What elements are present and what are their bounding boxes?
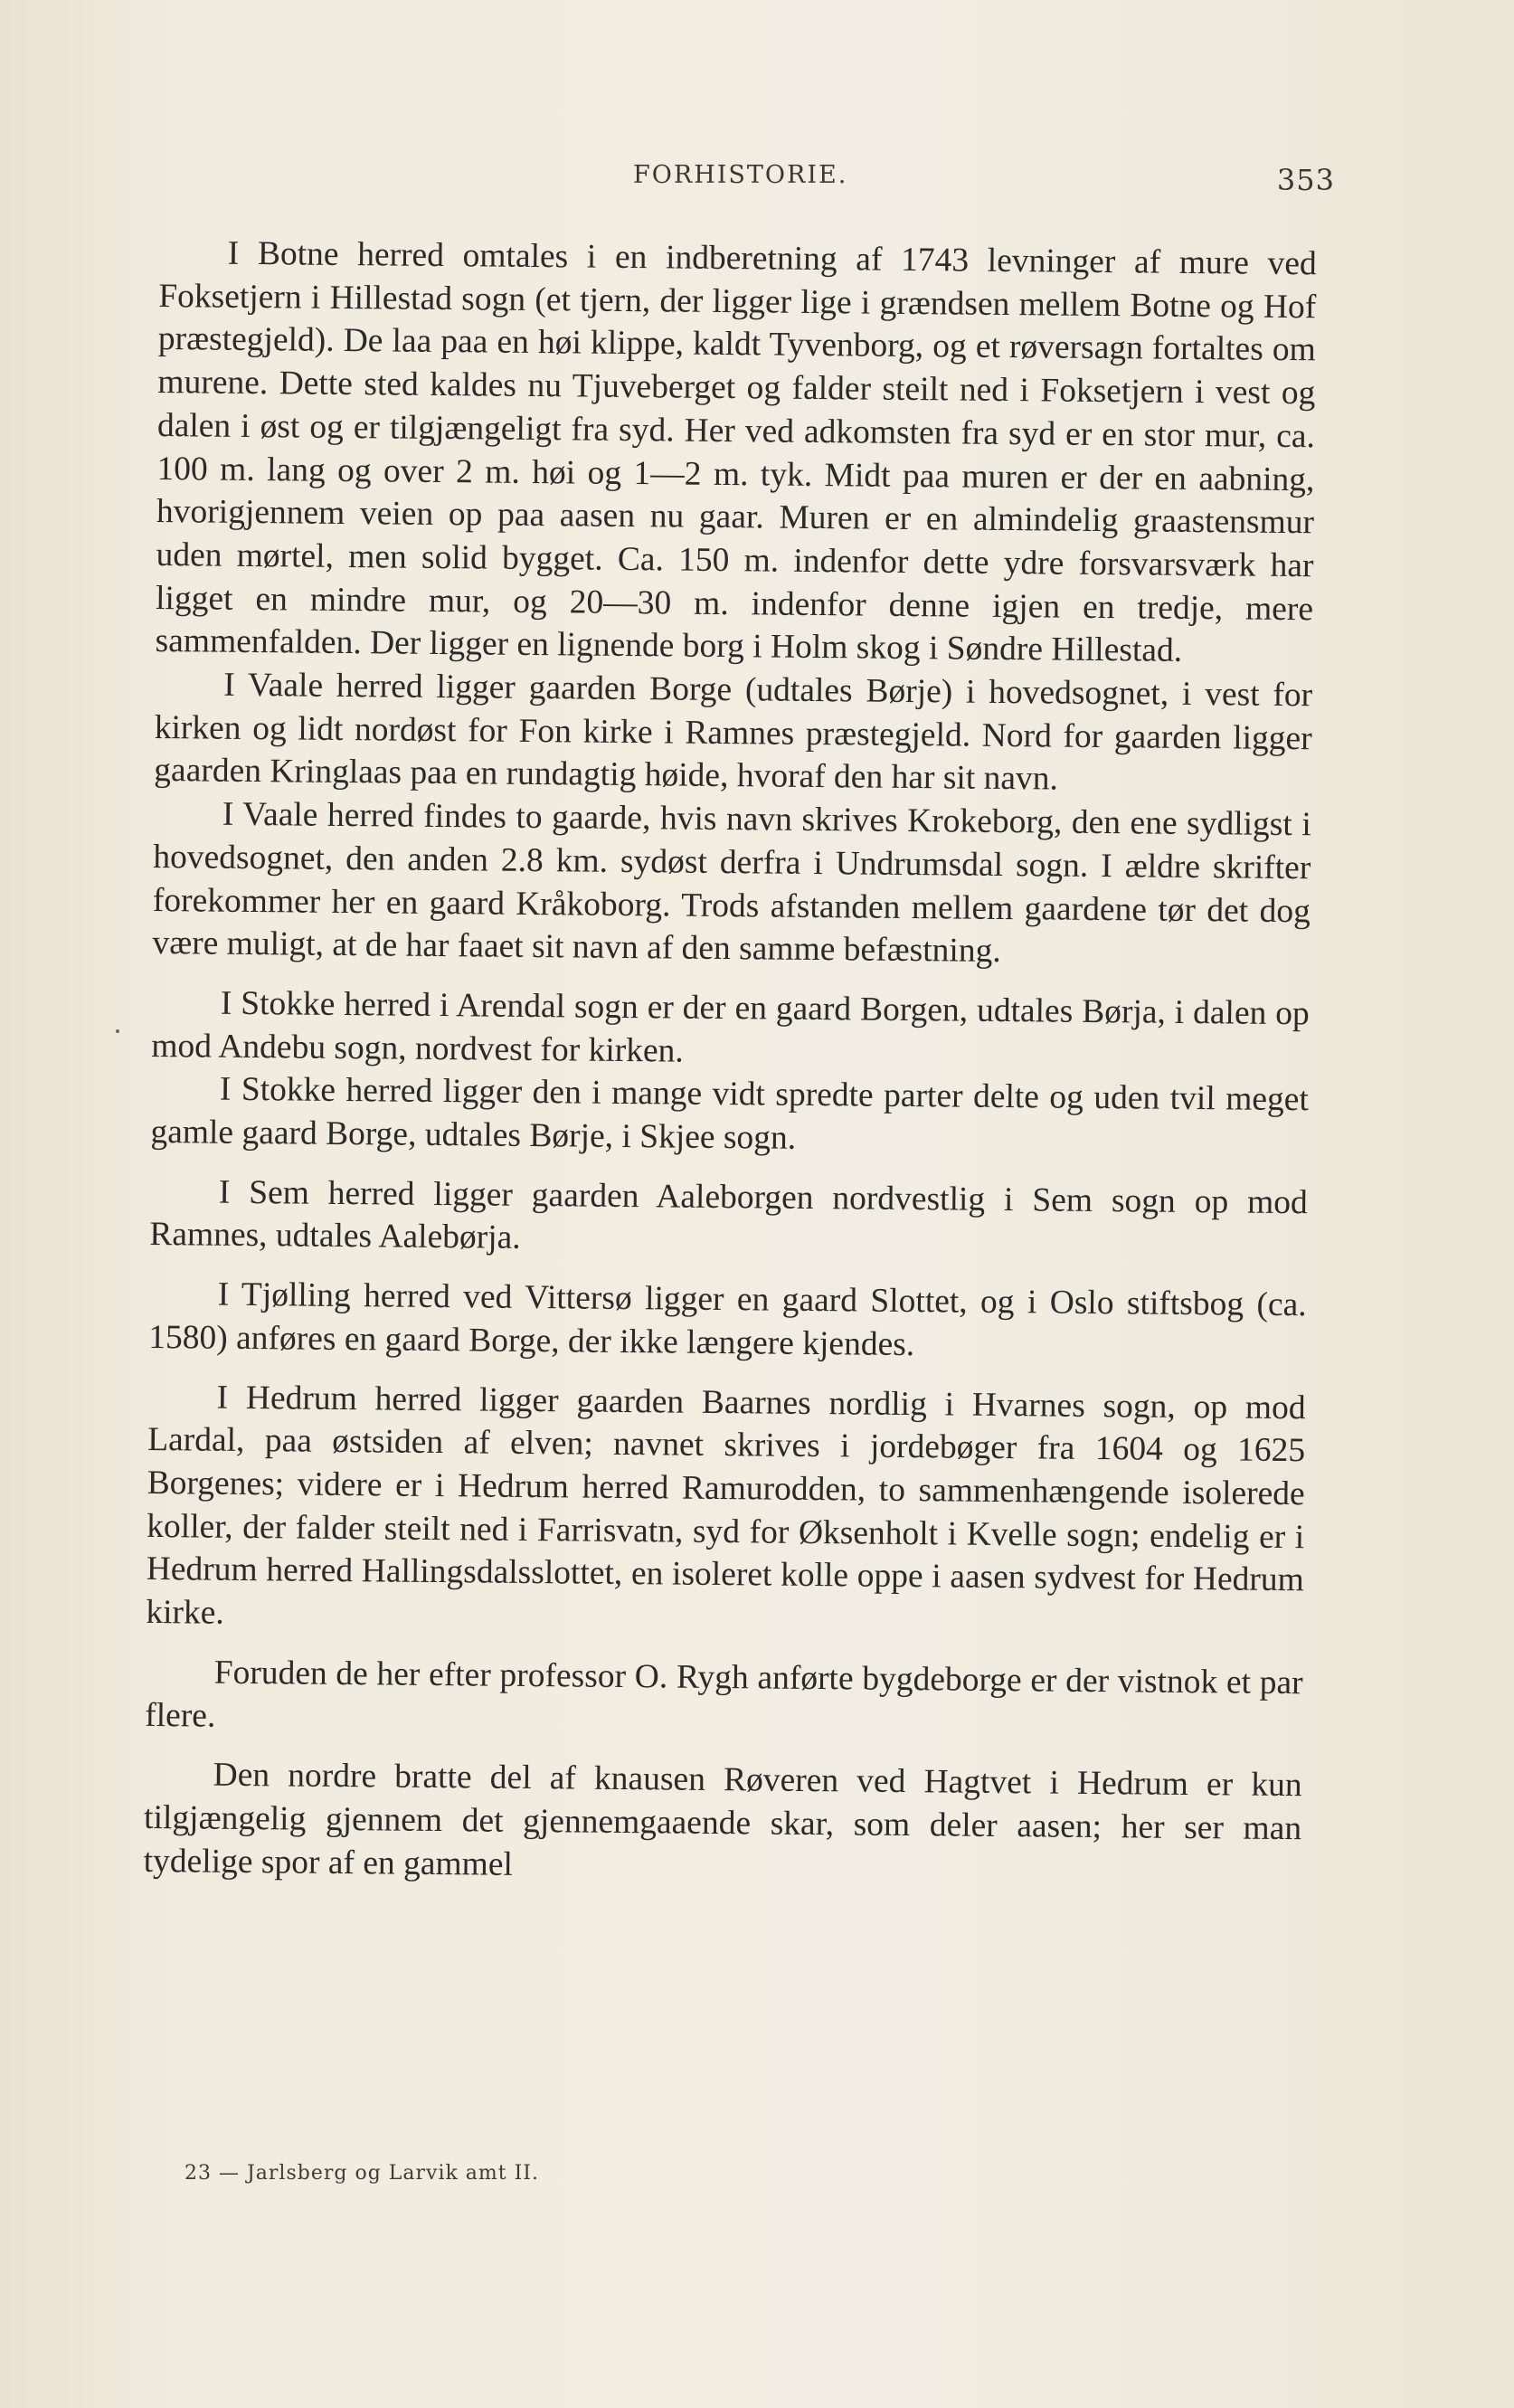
paragraph-roveren: Den nordre bratte del af knausen Røveren ved Hagtvet i Hedrum er kun tilgjængelig gjennem det gjennemgaaende skar, som deler aasen; her ser man tydelige spor af en gammel bbox=[143, 1756, 1302, 1883]
running-title: FORHISTORIE. bbox=[633, 161, 848, 189]
paragraph-foruden: Foruden de her efter professor O. Rygh anførte bygdeborge er der vistnok et par flere. bbox=[145, 1654, 1303, 1735]
paragraph-stokke-borgen: I Stokke herred i Arendal sogn er der en gaard Borgen, udtales Børja, i dalen op mod Andebu sogn, nordvest for kirken. bbox=[151, 984, 1310, 1070]
signature-mark: 23 — Jarlsberg og Larvik amt II. bbox=[185, 2162, 539, 2185]
paragraph-hedrum: I Hedrum herred ligger gaarden Baarnes nordlig i Hvarnes sogn, op mod Lardal, paa østsiden af elven; navnet skrives i jordebøger fra 1604 og 1625 Borgenes; videre er i Hedrum herred Ramurodden, to sammenhængende isolerede koller, der falder steilt ned i Farrisvatn, syd for Øksenholt i Kvelle sogn; endelig er i Hedrum herred Hallingsdalsslottet, en isoleret kolle oppe i aasen sydvest for Hedrum kirke. bbox=[146, 1379, 1306, 1632]
paragraph-sem: I Sem herred ligger gaarden Aaleborgen nordvestlig i Sem sogn op mod Ramnes, udtales Aalebørja. bbox=[149, 1173, 1308, 1257]
body-text bbox=[143, 232, 1316, 1894]
paragraph-botne: I Botne herred omtales i en indberetning af 1743 levninger af mure ved Foksetjern i Hillestad sogn (et tjern, der ligger lige i grændsen mellem Botne og Hof præstegjeld). De laa paa en høi klippe, kaldt Tyvenborg, og et røversagn fortaltes om murene. Dette sted kaldes nu Tjuveberget og falder steilt ned i Foksetjern i vest og dalen i øst og er tilgjængeligt fra syd. Her ved adkomsten fra syd er en stor mur, ca. 100 m. lang og over 2 m. høi og 1—2 m. tyk. Midt paa muren er der en aabning, hvorigjennem veien op paa aasen nu gaar. Muren er en almindelig graastensmur uden mørtel, men solid bygget. Ca. 150 m. indenfor dette ydre forsvarsværk har ligget en mindre mur, og 20—30 m. indenfor denne igjen en tredje, mere sammenfalden. Der ligger en lignende borg i Holm skog i Søndre Hillestad. bbox=[155, 234, 1317, 670]
paragraph-stokke-borge: I Stokke herred ligger den i mange vidt spredte parter delte og uden tvil meget gamle gaard Borge, udtales Børje, i Skjee sogn. bbox=[150, 1071, 1310, 1157]
paper-speck bbox=[116, 1029, 119, 1033]
paragraph-vaale-krokeborg: I Vaale herred findes to gaarde, hvis navn skrives Krokeborg, den ene sydligst i hovedsognet, den anden 2.8 km. sydøst derfra i Undrumsdal sogn. I ældre skrifter forekommer her en gaard Kråkoborg. Trods afstanden mellem gaardene tør det dog være muligt, at de har faaet sit navn af den samme befæstning. bbox=[152, 795, 1311, 971]
page-number: 353 bbox=[1276, 163, 1335, 197]
paragraph-vaale-borge: I Vaale herred ligger gaarden Borge (udtales Børje) i hovedsognet, i vest for kirken og lidt nordøst for Fon kirke i Ramnes præstegjeld. Nord for gaarden ligger gaarden Kringlaas paa en rundagtig høide, hvoraf den har sit navn. bbox=[154, 666, 1313, 799]
running-head bbox=[159, 161, 1335, 197]
paragraph-tjolling: I Tjølling herred ved Vittersø ligger en gaard Slottet, og i Oslo stiftsbog (ca. 1580) anføres en gaard Borge, der ikke længere kjendes. bbox=[148, 1275, 1307, 1363]
